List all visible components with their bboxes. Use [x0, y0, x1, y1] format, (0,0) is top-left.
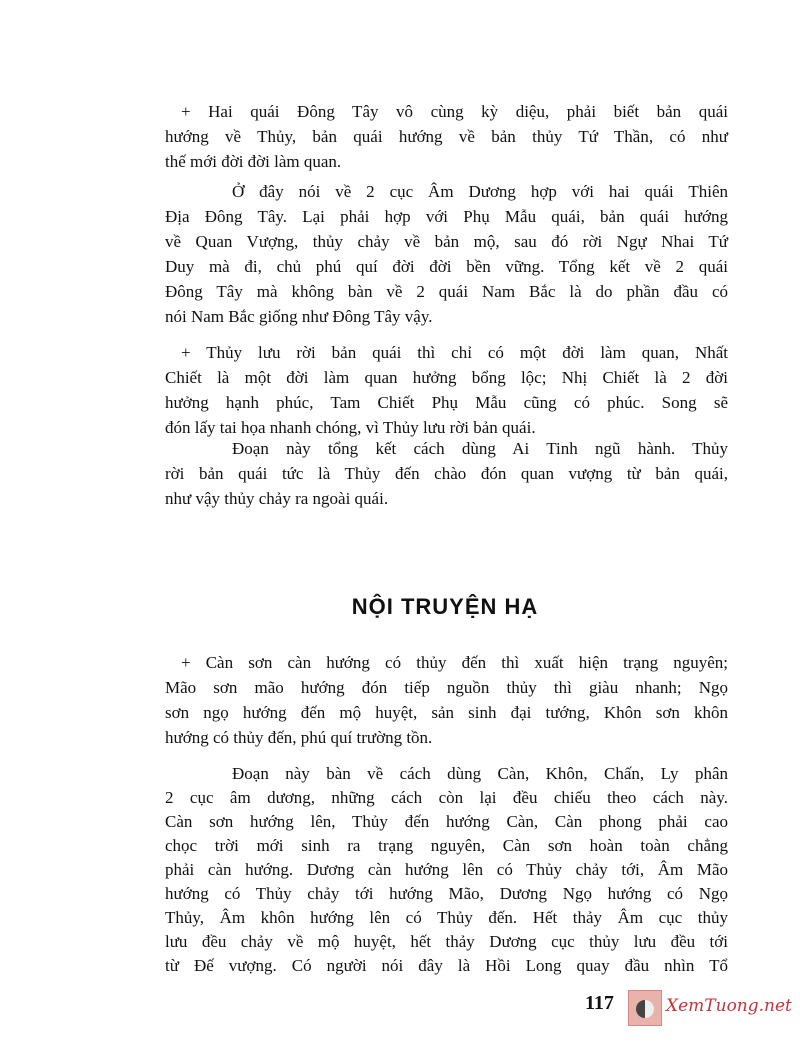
text-line: Địa Đông Tây. Lại phải hợp với Phụ Mẫu quái, bản quái hướng	[165, 207, 728, 226]
paragraph-3	[165, 340, 728, 440]
text-line: chọc trời mới sinh ra trạng nguyên, Càn sơn hoàn toàn chẳng	[165, 836, 728, 855]
paragraph-4	[165, 436, 728, 511]
watermark-text: XemTuong.net	[666, 996, 792, 1016]
text-line: Ở đây nói về 2 cục Âm Dương hợp với hai quái Thiên	[232, 182, 728, 201]
paragraph-2	[165, 179, 728, 329]
text-line: + Càn sơn càn hướng có thủy đến thì xuất hiện trạng nguyên;	[181, 653, 728, 672]
paragraph-1	[165, 99, 728, 174]
text-line: Đoạn này tổng kết cách dùng Ai Tinh ngũ hành. Thủy	[232, 439, 728, 458]
text-line: hướng về Thủy, bản quái hướng về bản thủy Tứ Thần, có như	[165, 127, 728, 146]
text-line: thế mới đời đời làm quan.	[165, 152, 342, 171]
text-line: hướng có thủy đến, phú quí trường tồn.	[165, 728, 433, 747]
text-line: sơn ngọ hướng đến mộ huyệt, sản sinh đại tướng, Khôn sơn khôn	[165, 703, 728, 722]
text-line: từ Đế vượng. Có người nói đây là Hồi Long quay đầu nhìn Tổ	[165, 956, 728, 975]
text-line: Chiết là một đời làm quan hưởng bổng lộc; Nhị Chiết là 2 đời	[165, 368, 728, 387]
paragraph-5	[165, 650, 728, 750]
text-line: như vậy thủy chảy ra ngoài quái.	[165, 489, 389, 508]
section-heading: NỘI TRUYỆN HẠ	[351, 594, 539, 619]
text-line: Duy mà đi, chủ phú quí đời đời bền vững. Tổng kết về 2 quái	[165, 257, 728, 276]
text-line: hưởng hạnh phúc, Tam Chiết Phụ Mẫu cũng có phúc. Song sẽ	[165, 393, 728, 412]
yin-yang-icon	[628, 990, 662, 1026]
text-line: nói Nam Bắc giống như Đông Tây vậy.	[165, 307, 433, 326]
text-line: + Thủy lưu rời bản quái thì chỉ có một đời làm quan, Nhất	[181, 343, 728, 362]
text-line: rời bản quái tức là Thủy đến chào đón quan vượng từ bản quái,	[165, 464, 728, 483]
paragraph-6	[165, 762, 728, 978]
text-line: + Hai quái Đông Tây vô cùng kỳ diệu, phải biết bản quái	[181, 102, 728, 121]
text-line: Thủy, Âm khôn hướng lên có Thủy đến. Hết thảy Âm cục thủy	[165, 908, 728, 927]
text-line: hướng có Thủy chảy tới hướng Mão, Dương Ngọ hướng có Ngọ	[165, 884, 728, 903]
text-line: Đoạn này bàn về cách dùng Càn, Khôn, Chấn, Ly phân	[232, 764, 728, 783]
text-line: đón lấy tai họa nhanh chóng, vì Thủy lưu rời bản quái.	[165, 418, 536, 437]
text-line: Mão sơn mão hướng đón tiếp nguồn thủy thì giàu nhanh; Ngọ	[165, 678, 728, 697]
page-number: 117	[585, 992, 614, 1014]
text-line: về Quan Vượng, thủy chảy về bản mộ, sau đó rời Ngự Nhai Tứ	[165, 232, 728, 251]
text-line: Đông Tây mà không bàn về 2 quái Nam Bắc là do phần đầu có	[165, 282, 728, 301]
watermark	[628, 988, 793, 1028]
text-line: 2 cục âm dương, những cách còn lại đều chiếu theo cách này.	[165, 788, 728, 807]
text-line: phải càn hướng. Dương càn hướng lên có Thủy chảy tới, Âm Mão	[165, 860, 728, 879]
text-line: Càn sơn hướng lên, Thủy đến hướng Càn, Càn phong phải cao	[165, 812, 728, 831]
text-line: lưu đều chảy về mộ huyệt, hết thảy Dương cục thủy lưu đều tới	[165, 932, 728, 951]
